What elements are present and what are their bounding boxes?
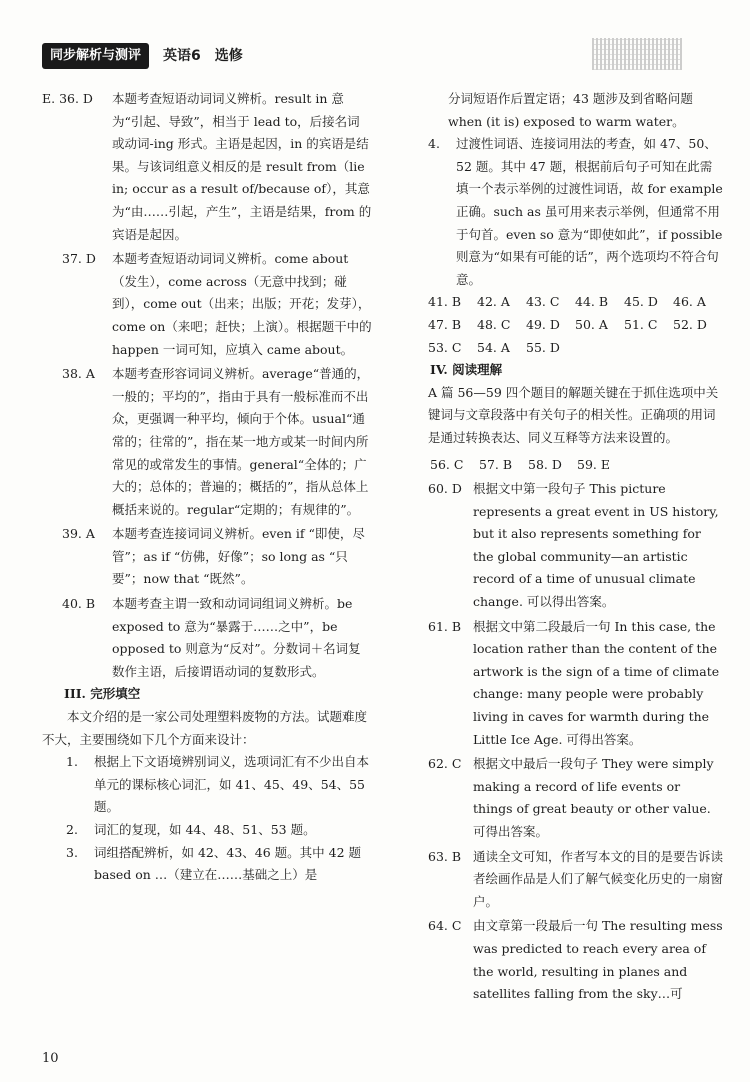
left-column	[42, 88, 372, 887]
answer-row	[428, 291, 723, 314]
page-number: 10	[42, 1051, 59, 1066]
point-number: 4.	[428, 136, 440, 152]
answer-key: 45. D	[624, 294, 658, 310]
answer-key: 54. A	[477, 339, 510, 355]
answer-item	[428, 753, 723, 843]
point-number: 2.	[66, 822, 78, 837]
answer-explanation: 通读全文可知，作者写本文的目的是要告诉读者绘画作品是人们了解气候变化历史的一扇窗户。	[473, 848, 724, 909]
book-title: 英语6 选修	[163, 47, 243, 64]
cloze-point	[42, 751, 372, 819]
cloze-point	[42, 819, 372, 842]
answer-explanation: 本题考查短语动词词义辨析。result in 意为“引起、导致”，相当于 lead to，后接名词或动词-ing 形式。主语是起因，in 的宾语是结果。与该词组意义相反的是 result from（lie in; occur as a result of/because of），其意为“由……引起，产生”，主语是结果，from 的宾语是起因。	[112, 91, 372, 242]
answer-explanation: 由文章第一段最后一句 The resulting mess was predicted to reach every area of the world, resulting in planes and satellites falling from the sky…可	[473, 918, 723, 1002]
answer-item	[428, 846, 723, 914]
answer-key: 43. C	[526, 294, 560, 310]
answer-label: 61. B	[428, 618, 462, 634]
answer-label: 63. B	[428, 848, 462, 864]
answer-item	[428, 616, 723, 752]
point-text: 根据上下文语境辨别词义，选项词汇有不少出自本单元的课标核心词汇，如 41、45、49、54、55 题。	[94, 754, 370, 815]
answer-label: 39. A	[62, 526, 95, 542]
answer-item	[42, 523, 372, 591]
answer-explanation: 本题考查连接词词义辨析。even if “即使，尽管”；as if “仿佛，好像”；so long as “只要”；now that “既然”。	[112, 526, 365, 587]
answer-explanation: 本题考查形容词词义辨析。average“普通的，一般的；平均的”，指由于具有一般标准而不出众，更强调一种平均，倾向于个体。usual“通常的；往常的”，指在某一地方或某一时间内所常见的或常发生的事情。general“全体的；广大的；总体的；普遍的；概括的”，指从总体上概括来说的。regular“定期的；有规律的”。	[112, 366, 370, 517]
right-column	[428, 88, 723, 1006]
answer-label: 37. D	[62, 251, 96, 267]
answer-key: 42. A	[477, 294, 510, 310]
answer-explanation: 根据文中第一段句子 This picture represents a great event in US history, but it also represents something for the global community—an artistic record of a time of unusual climate change. 可以得出答案。	[473, 481, 719, 610]
answer-label: 60. D	[428, 481, 462, 497]
answer-item	[428, 915, 723, 1005]
answer-key: 52. D	[673, 316, 707, 332]
section-title-reading: IV. 阅读理解	[430, 362, 503, 378]
answer-item	[42, 248, 372, 361]
point-text: 词汇的复现，如 44、48、51、53 题。	[94, 822, 316, 837]
continued-text: 分词短语作后置定语；43 题涉及到省略问题 when (it is) exposed to warm water。	[448, 91, 693, 129]
answer-item	[428, 478, 723, 614]
answer-key: 49. D	[526, 316, 560, 332]
point-text: 词组搭配辨析，如 42、43、46 题。其中 42 题 based on …（建立在……基础之上）是	[94, 844, 362, 883]
answer-row	[428, 454, 723, 477]
section-title-cloze: III. 完形填空	[64, 686, 141, 702]
answer-label: 62. C	[428, 756, 462, 772]
answer-key: 50. A	[575, 316, 608, 332]
answer-key: 47. B	[428, 316, 462, 332]
header-decoration	[592, 38, 682, 70]
answer-key: 55. D	[526, 339, 560, 355]
answer-key: 59. E	[577, 456, 610, 472]
answer-row	[428, 337, 723, 360]
answer-key: 48. C	[477, 316, 511, 332]
answer-key: 53. C	[428, 339, 462, 355]
answer-key: 41. B	[428, 294, 462, 310]
answer-explanation: 根据文中第二段最后一句 In this case, the location rather than the content of the artwork is the sign of a time of climate change: many people were probably living in caves for warmth during the Little Ice Age. 可得出答案。	[473, 618, 720, 747]
cloze-point	[42, 842, 372, 887]
answer-key: 56. C	[430, 456, 464, 472]
page-header	[42, 44, 722, 68]
answer-key: 51. C	[624, 316, 658, 332]
answer-key: 44. B	[575, 294, 609, 310]
answer-key: 58. D	[528, 456, 562, 472]
answer-item	[42, 88, 372, 246]
answer-explanation: 本题考查短语动词词义辨析。come about（发生），come across（无意中找到；碰到），come out（出来；出版；开花；发芽），come on（来吧；赶快；上演）。根据题干中的 happen 一词可知，应填入 came about。	[112, 251, 372, 357]
answer-label: 64. C	[428, 918, 462, 934]
answer-row	[428, 314, 723, 337]
section-intro: A 篇 56—59 四个题目的解题关键在于抓住选项中关键词与文章段落中有关句子的相关性。正确项的用词是通过转换表达、同义互释等方法来设置的。	[428, 384, 719, 445]
cloze-point	[428, 133, 723, 291]
answer-item	[42, 363, 372, 521]
point-number: 3.	[66, 844, 78, 860]
answer-item	[42, 593, 372, 683]
answer-explanation: 根据文中最后一段句子 They were simply making a record of life events or things of great beauty or other value. 可得出答案。	[473, 756, 714, 839]
answer-label: 38. A	[62, 366, 95, 382]
answer-label: E. 36. D	[42, 91, 93, 106]
answer-explanation: 本题考查主谓一致和动词词组词义辨析。be exposed to 意为“暴露于……之中”，be opposed to 则意为“反对”。分数词＋名词复数作主语，后接谓语动词的复数形式。	[112, 596, 361, 679]
series-badge: 同步解析与测评	[42, 43, 149, 70]
answer-key: 57. B	[479, 456, 513, 472]
point-number: 1.	[66, 754, 78, 770]
answer-label: 40. B	[62, 596, 96, 612]
point-text: 过渡性词语、连接词用法的考查，如 47、50、52 题。其中 47 题，根据前后句子可知在此需填一个表示举例的过渡性词语，故 for example 正确。such as 虽可用来表示举例，但通常不用于句首。even so 意为“即使如此”，if possible 则意为“如果有可能的话”，两个选项均不符合句意。	[456, 136, 723, 287]
answer-key: 46. A	[673, 294, 706, 310]
section-intro: 本文介绍的是一家公司处理塑料废物的方法。试题难度不大，主要围绕如下几个方面来设计：	[42, 709, 368, 747]
